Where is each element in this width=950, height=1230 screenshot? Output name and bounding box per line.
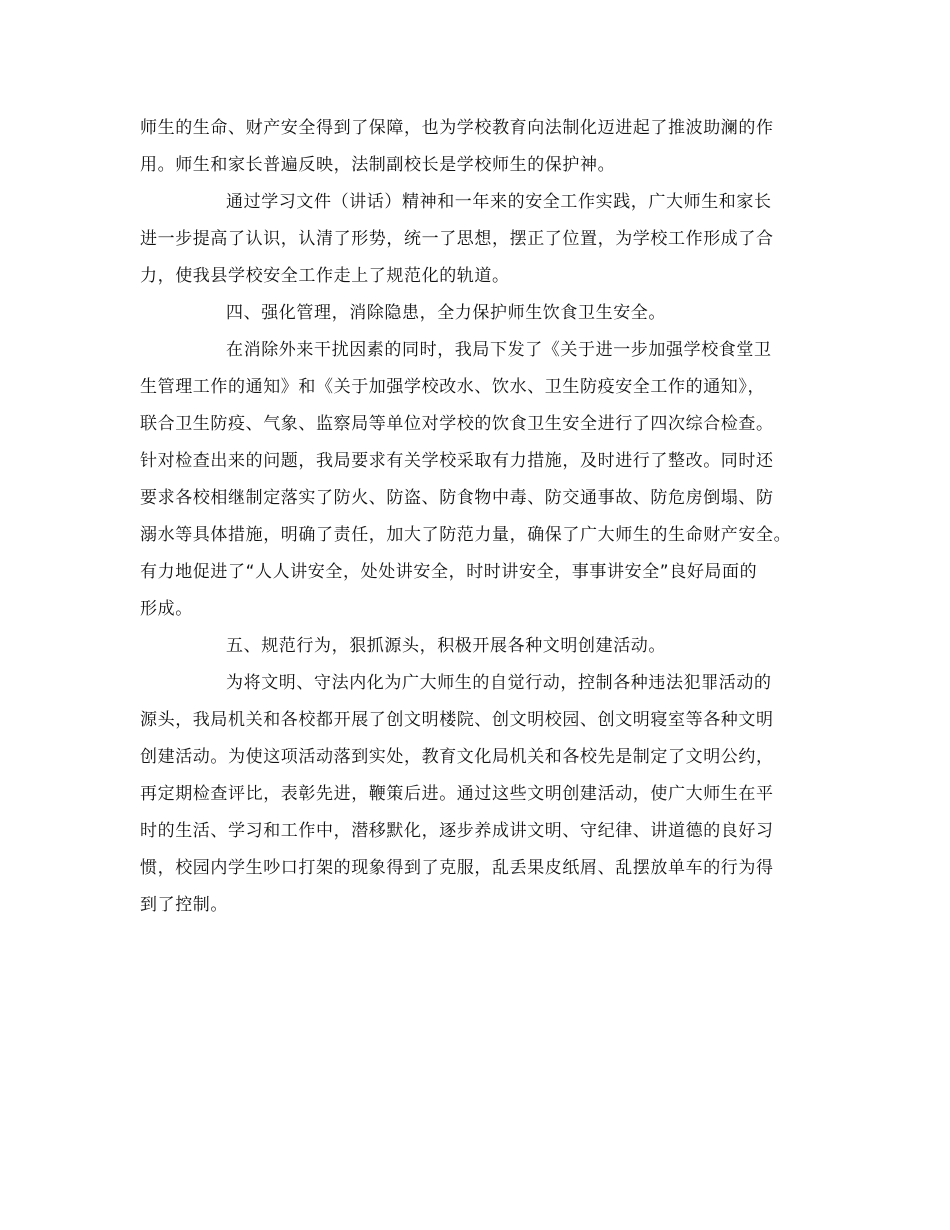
text-line: 有力地促进了“人人讲安全，处处讲安全，时时讲安全，事事讲安全”良好局面的 <box>140 562 758 582</box>
text-line: 进一步提高了认识，认清了形势，统一了思想，摆正了位置，为学校工作形成了合 <box>140 229 774 249</box>
text-line: 针对检查出来的问题，我局要求有关学校采取有力措施，及时进行了整改。同时还 <box>140 451 774 471</box>
text-line: 要求各校相继制定落实了防火、防盗、防食物中毒、防交通事故、防危房倒塌、防 <box>140 488 774 508</box>
text-line: 用。师生和家长普遍反映，法制副校长是学校师生的保护神。 <box>140 155 616 175</box>
paragraph-start-line: 在消除外来干扰因素的同时，我局下发了《关于进一步加强学校食堂卫 <box>226 340 772 360</box>
paragraph-start-line: 为将文明、守法内化为广大师生的自觉行动，控制各种违法犯罪活动的 <box>226 673 772 693</box>
text-line: 力，使我县学校安全工作走上了规范化的轨道。 <box>140 266 510 286</box>
text-line: 生管理工作的通知》和《关于加强学校改水、饮水、卫生防疫安全工作的通知》， <box>140 377 766 397</box>
text-line: 联合卫生防疫、气象、监察局等单位对学校的饮食卫生安全进行了四次综合检查。 <box>140 414 774 434</box>
text-line: 创建活动。为使这项活动落到实处，教育文化局机关和各校先是制定了文明公约， <box>140 747 774 767</box>
paragraph-start-line: 通过学习文件（讲话）精神和一年来的安全工作实践，广大师生和家长 <box>226 192 772 212</box>
text-line: 溺水等具体措施，明确了责任，加大了防范力量，确保了广大师生的生命财产安全。 <box>140 525 792 545</box>
text-line: 再定期检查评比，表彰先进，鞭策后进。通过这些文明创建活动，使广大师生在平 <box>140 784 774 804</box>
text-line: 源头，我局机关和各校都开展了创文明楼院、创文明校园、创文明寝室等各种文明 <box>140 710 774 730</box>
text-line: 到了控制。 <box>140 895 228 915</box>
section-heading-5: 五、规范行为，狠抓源头，积极开展各种文明创建活动。 <box>226 636 666 656</box>
text-line: 惯，校园内学生吵口打架的现象得到了克服，乱丢果皮纸屑、乱摆放单车的行为得 <box>140 858 774 878</box>
section-heading-4: 四、强化管理，消除隐患，全力保护师生饮食卫生安全。 <box>226 303 666 323</box>
text-line: 形成。 <box>140 599 193 619</box>
text-line: 时的生活、学习和工作中，潜移默化，逐步养成讲文明、守纪律、讲道德的良好习 <box>140 821 774 841</box>
text-line: 师生的生命、财产安全得到了保障，也为学校教育向法制化迈进起了推波助澜的作 <box>140 118 774 138</box>
